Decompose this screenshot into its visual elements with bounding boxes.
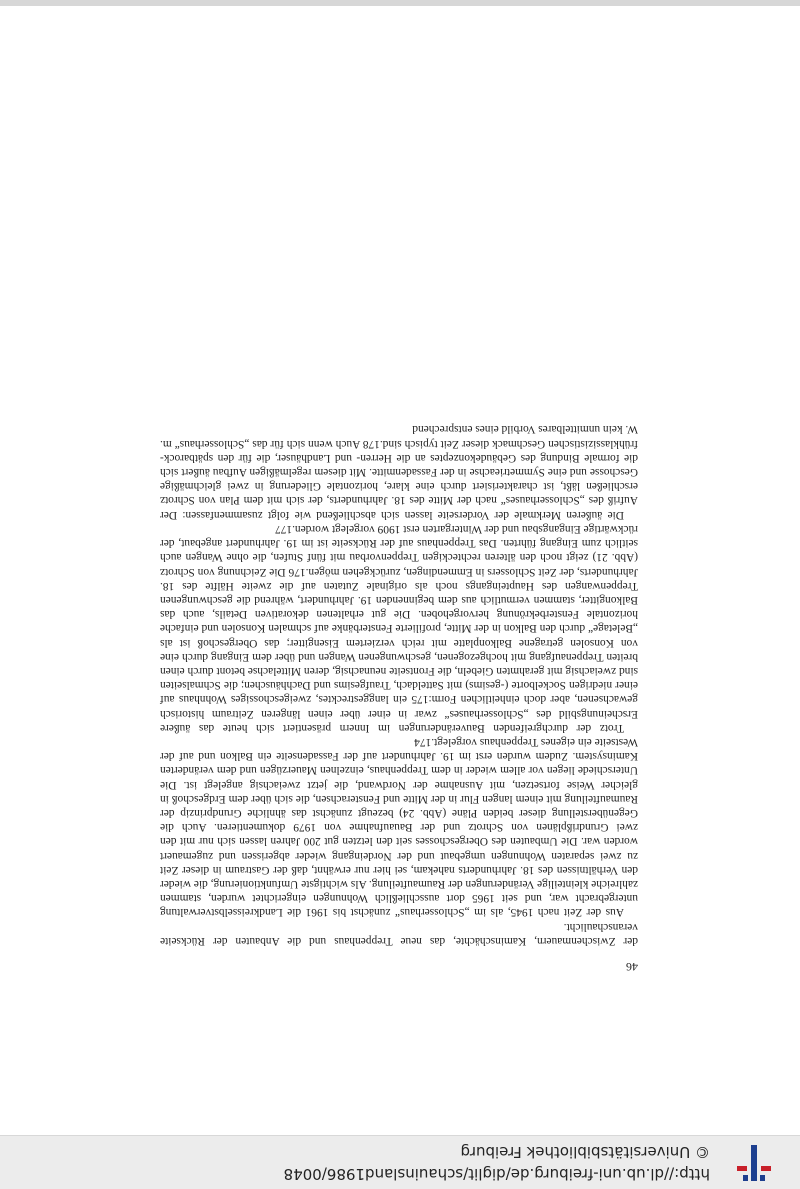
paragraph-4: Die äußeren Merkmale der Vorderseite lassen sich abschließend wie folgt zusammenfassen: Der Aufriß des „Schlosserhauses“ nach der Mitte des 18. Jahrhunderts, der sich mit dem Plan von Schrotz erschließen läßt, ist charakterisiert durch eine klare, horizontale Gliederung in zwei gleichmäßige Geschosse und eine Symmetrieachse in der Fassadenmitte. Mit diesem regelmäßigen Aufbau äußert sich die formale Bindung des Gebäudekonzeptes an die Herren- und Landhäuser, die für den spätbarock-frühklassizistischen Geschmack dieser Zeit typisch sind.178 Auch wenn sich für das „Schlosserhaus“ m. W. kein unmittelbares Vorbild eines entsprechend <box>160 423 638 521</box>
paragraph-1: der Zwischenmauern, Kaminschächte, das neue Treppenhaus und die Anbauten der Rückseite veranschaulicht. <box>160 920 638 947</box>
ub-freiburg-logo-icon <box>734 1143 774 1183</box>
copyright-notice: © Universitätsbibliothek Freiburg <box>460 1143 710 1161</box>
page-number: 46 <box>626 960 638 974</box>
document-page <box>160 422 638 974</box>
footer-bar <box>0 0 800 6</box>
paragraph-3: Trotz der durchgreifenden Bauveränderungen im Innern präsentiert sich heute das äußere Erscheinungsbild des „Schlosserhauses“ zwar in einer über einen längeren Zeitraum historisch gewachsenen, aber doch einheitlichen Form:175 ein langgestrecktes, zweigeschossiges Wohnhaus auf einer niedrigen Sockelborte (-gesims) mit Satteldach, Traufgesims und Dachhäuschen; die Schmalseiten sind zweiachsig mit gerahmten Giebeln, die Frontseite neunachsig, deren Mittelachse betont durch einen breiten Treppenaufgang mit hochgezogenen, geschwungenen Wangen und über dem Eingang durch eine von Konsolen getragene Balkonplatte mit reich verziertem Eisengitter; das Obergeschoß ist als „Beletage“ durch den Balkon in der Mitte, profilierte Fensterbänke auf schmalen Konsolen und einfache horizontale Fensterbekrönung hervorgehoben. Die gut erhaltenen dekorativen Details, auch das Balkongitter, stammen vermutlich aus dem beginnenden 19. Jahrhundert, während die geschwungenen Treppenwangen des Haupteingangs noch als originale Zutaten auf die zweite Hälfte des 18. Jahrhunderts, der Zeit Schlossers in Emmendingen, zurückgehen mögen.176 Die Zeichnung von Schrotz (Abb. 21) zeigt noch den älteren rechteckigen Treppenvorbau mit fünf Stufen, die ohne Wangen auch seitlich zum Eingang führten. Das Treppenhaus auf der Rückseite ist im 19. Jahrhundert angebaut, der rückwärtige Eingangsbau und der Wintergarten erst 1909 vorgelegt worden.177 <box>160 522 638 734</box>
paragraph-2: Aus der Zeit nach 1945, als im „Schlosserhaus“ zunächst bis 1961 die Landkreisselbstverwaltung untergebracht war, und seit 1965 dort ausschließlich Wohnungen eingerichtet wurden, stammen zahlreiche kleinteilige Veränderungen der Raumaufteilung. Als wichtigste Umfunktionierung, die wieder den Verhältnissen des 18. Jahrhunderts nahekam, sei hier nur erwähnt, daß der Gastraum in dieser Zeit zu zwei separaten Wohnungen umgebaut und der Nordeingang wieder abgerissen und zugemauert worden war. Die Umbauten des Obergeschosses seit den letzten gut 200 Jahren lassen sich nur mit den zwei Grundrißplänen von Schrotz und der Bauaufnahme von 1979 dokumentieren. Auch die Gegenüberstellung dieser beiden Pläne (Abb. 24) bezeugt zunächst das ähnliche Grundprinzip der Raumaufteilung mit einem langen Flur in der Mitte und Fensterachsen, die sich über dem Erdgeschoß in gleicher Weise fortsetzen, mit Ausnahme der Nordwand, die jetzt zweiachsig angelegt ist. Die Unterschiede liegen vor allem wieder in dem Treppenhaus, einzelnen Mauerzügen und dem veränderten Kaminsystem. Zudem wurden erst im 19. Jahrhundert auf der Fassadenseite ein Balkon und auf der Westseite ein eigenes Treppenhaus vorgelegt.174 <box>160 735 638 919</box>
document-url[interactable]: http://dl.ub.uni-freiburg.de/diglit/schauinsland1986/0048 <box>283 1165 710 1183</box>
header-bar <box>0 1135 800 1189</box>
